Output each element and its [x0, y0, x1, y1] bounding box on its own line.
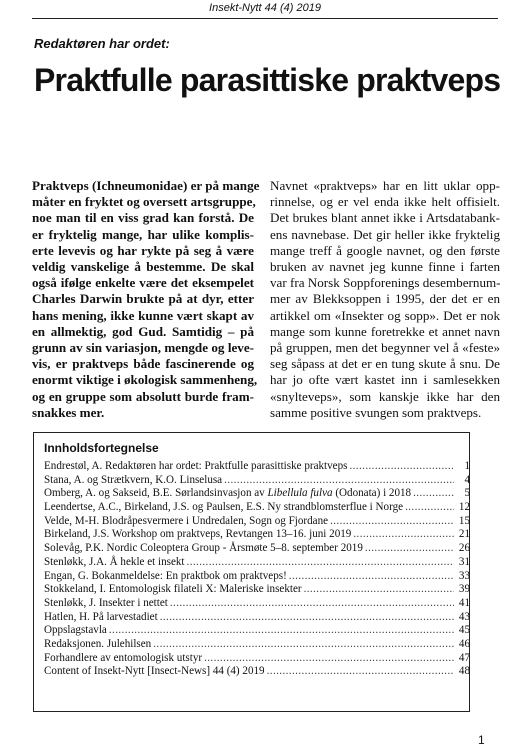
toc-page-number: 47 [458, 651, 470, 664]
dot-leader [267, 665, 454, 679]
toc-entry-title [44, 583, 302, 597]
text-line: enormt viktige i økologisk sammenheng, [32, 372, 258, 388]
text-line: veldig vanskelige å bestemme. De skal [32, 259, 254, 275]
text-line: på gruppen, men det begynner vel å «feste» [270, 340, 500, 356]
running-header [32, 0, 498, 19]
dot-leader [365, 542, 454, 556]
toc-entry-text: Forhandlere av entomologisk utstyr [44, 651, 203, 664]
toc-entry [44, 515, 470, 529]
intro-column-left [32, 178, 260, 421]
dot-leader [170, 597, 454, 611]
section-label: Redaktøren har ordet: [34, 36, 170, 51]
article-title: Praktfulle parasittiske praktveps [34, 62, 501, 98]
toc-entry-title [44, 487, 411, 501]
text-line: mer av Blekksoppen i 1995, der det er en [270, 291, 500, 307]
dot-leader [289, 570, 454, 584]
toc-entry-text: Oppslagstavla [44, 624, 107, 637]
journal-issue-label: Insekt-Nytt 44 (4) 2019 [209, 2, 321, 14]
toc-entry-text: Stenløkk, J.A. Å hekle et insekt [44, 555, 185, 568]
toc-entry-text: Birkeland, J.S. Workshop om praktveps, Revtangen 13–16. juni 2019 [44, 528, 352, 541]
toc-entry [44, 665, 470, 679]
text-line: Charles Darwin brukte på at dyr, etter [32, 291, 254, 307]
toc-entry-title [44, 597, 168, 611]
text-line: samme positive svungen som praktveps. [270, 404, 482, 420]
toc-page-number: 33 [458, 569, 470, 582]
toc-entry [44, 528, 470, 542]
text-line: er fryktelig mange, har ulike komplis- [32, 226, 254, 242]
toc-entry-title [44, 556, 185, 570]
text-line: måter en fryktet og oversett artsgruppe, [32, 194, 256, 210]
toc-page-number: 12 [458, 501, 470, 514]
toc-entry-species-name: Libellula fulva [267, 487, 333, 500]
dot-leader [187, 556, 454, 570]
toc-page-number: 26 [458, 542, 470, 555]
toc-entry-title [44, 501, 403, 515]
text-line: Praktveps (Ichneumonidae) er på mange [32, 178, 260, 193]
toc-entry-text: Content of Insekt-Nytt [Insect-News] 44 (4) 2019 [44, 665, 265, 678]
toc-page-number: 1 [464, 460, 470, 472]
toc-entry [44, 611, 470, 625]
dot-leader [304, 583, 454, 597]
dot-leader [330, 515, 454, 529]
toc-page-number: 45 [458, 624, 470, 637]
toc-page-number: 21 [458, 528, 470, 541]
toc-heading: Innholdsfortegnelse [44, 441, 159, 455]
text-line: hans mening, ikke kunne vært skapt av [32, 307, 254, 323]
toc-page-number: 15 [458, 514, 470, 527]
toc-page-number: 46 [458, 637, 470, 650]
dot-leader [349, 460, 454, 474]
toc-entry [44, 487, 470, 501]
toc-entry [44, 556, 470, 570]
toc-entry-title [44, 638, 151, 652]
toc-entry-title [44, 624, 107, 638]
table-of-contents [33, 432, 470, 712]
toc-entry-text: Stenløkk, J. Insekter i nettet [44, 596, 168, 609]
toc-entry [44, 652, 470, 666]
toc-entry [44, 474, 470, 488]
toc-page-number: 39 [458, 583, 470, 596]
dot-leader [204, 652, 454, 666]
toc-entry-title [44, 570, 287, 584]
text-line: mange som kunne foretrekke et annet navn [270, 323, 500, 339]
dot-leader [153, 638, 454, 652]
toc-entry-title [44, 528, 351, 542]
toc-entry-text: Stana, A. og Strætkvern, K.O. Linselusa [44, 473, 223, 486]
text-line: noe man til en viss grad kan forstå. De [32, 210, 254, 226]
dot-leader [353, 528, 454, 542]
page-number: 1 [478, 733, 485, 747]
text-line: ens navnebase. Det gir heller ikke fryktelig [270, 226, 500, 242]
text-line: erte levevis og har rykte på seg å være [32, 242, 254, 258]
toc-page-number: 48 [458, 665, 470, 678]
toc-entry [44, 638, 470, 652]
text-line: har jo ofte vært kastet inn i samlesekken [270, 372, 500, 388]
toc-entry [44, 460, 470, 474]
text-line: rinnelse, og er vel enda ikke helt offisielt. [270, 194, 500, 210]
body-column-right [270, 178, 500, 421]
text-line: seg såpass at det er en tung skute å snu. De [270, 356, 500, 372]
text-line: mange treff å google navnet, og den første [270, 242, 500, 258]
text-line: var fra Norsk Soppforenings desembernum- [270, 275, 501, 291]
dot-leader [109, 624, 454, 638]
toc-entry-text: Solevåg, P.K. Nordic Coleoptera Group - Årsmøte 5–8. september 2019 [44, 542, 363, 555]
dot-leader [160, 611, 454, 625]
dot-leader [405, 501, 454, 515]
toc-entry [44, 501, 470, 515]
toc-entry-text: Omberg, A. og Sakseid, B.E. Sørlandsinvasjon av [44, 487, 268, 500]
text-line: vis, er praktveps både fascinerende og [32, 356, 254, 372]
toc-entry-title [44, 611, 158, 625]
toc-entry-text: Hatlen, H. På larvestadiet [44, 610, 158, 623]
toc-entry-text: Endrestøl, A. Redaktøren har ordet: Praktfulle parasittiske praktveps [44, 460, 348, 472]
toc-page-number: 31 [458, 555, 470, 568]
toc-page-number: 43 [458, 610, 470, 623]
text-line: snakkes mer. [32, 404, 105, 420]
text-line: og en gruppe som absolutt burde fram- [32, 388, 254, 404]
toc-entry-text: Redaksjonen. Julehilsen [44, 637, 152, 650]
toc-entry-title [44, 652, 202, 666]
text-line: «snylteveps», som kanskje ikke har den [270, 388, 500, 404]
toc-entry-title [44, 665, 265, 679]
toc-page-number: 41 [458, 596, 470, 609]
toc-page-number: 5 [464, 487, 470, 500]
toc-entry-text: Engan, G. Bokanmeldelse: En praktbok om praktveps! [44, 569, 287, 582]
toc-entry-title [44, 515, 328, 529]
toc-entry [44, 570, 470, 584]
toc-page-number: 4 [464, 473, 470, 486]
toc-list [44, 460, 470, 679]
text-line: Navnet «praktveps» har en litt uklar opp- [270, 178, 500, 193]
toc-entry-text: Velde, M-H. Blodråpesvermere i Undredalen, Sogn og Fjordane [44, 514, 329, 527]
text-line: grunn av sin variasjon, mengde og leve- [32, 340, 254, 356]
toc-entry-title [44, 542, 363, 556]
text-line: bruken av navnet jeg kunne finne i farten [270, 259, 500, 275]
text-line: en allmektig, god Gud. Samtidig – på [32, 323, 254, 339]
toc-entry-text: Stokkeland, I. Entomologisk filateli X: Maleriske insekter [44, 583, 302, 596]
toc-entry-text: Leendertse, A.C., Birkeland, J.S. og Paulsen, E.S. Ny strandblomsterflue i Norge [44, 501, 404, 514]
toc-entry [44, 624, 470, 638]
toc-entry [44, 542, 470, 556]
toc-entry-text: (Odonata) i 2018 [332, 487, 412, 500]
text-line: også ifølge enkelte være det eksempelet [32, 275, 254, 291]
toc-entry [44, 597, 470, 611]
dot-leader [413, 487, 454, 501]
dot-leader [224, 474, 454, 488]
toc-entry-title [44, 474, 222, 488]
toc-entry [44, 583, 470, 597]
text-line: Det brukes blant annet ikke i Artsdatabank- [270, 210, 500, 226]
text-line: artikkel om «Insekter og sopp». Det er nok [270, 307, 500, 323]
toc-entry-title [44, 460, 347, 474]
